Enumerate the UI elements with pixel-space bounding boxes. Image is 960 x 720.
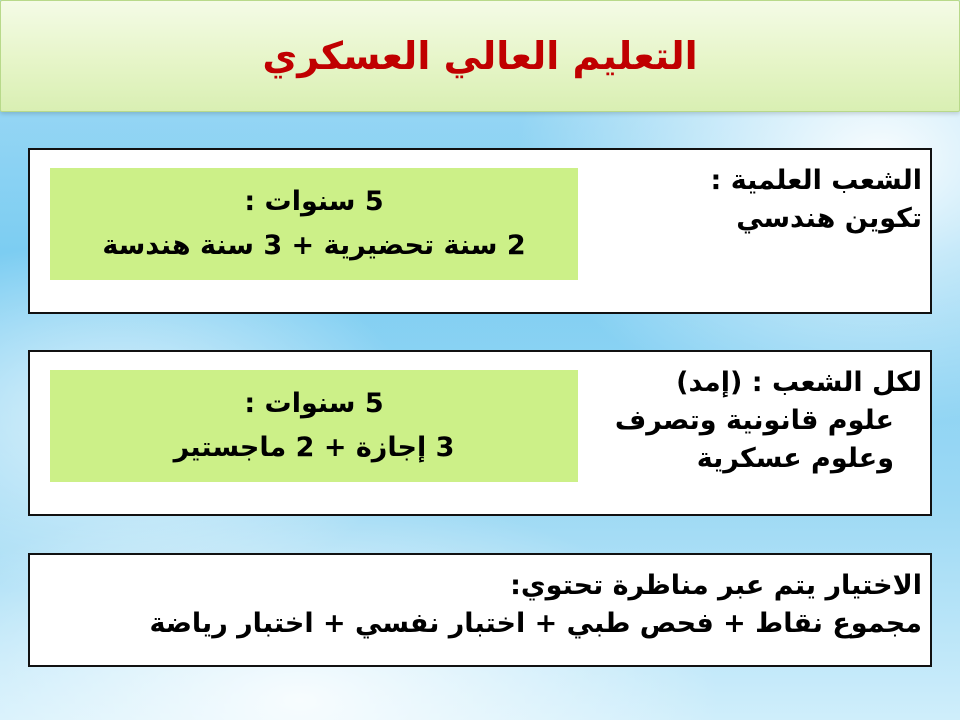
panel-all-branches-box-line2: 3 إجازة + 2 ماجستير <box>173 432 455 463</box>
panel-all-branches-label-line2: علوم قانونية وتصرف <box>614 405 894 436</box>
slide-title: التعليم العالي العسكري <box>262 34 698 78</box>
panel-engineering-box-line2: 2 سنة تحضيرية + 3 سنة هندسة <box>102 230 526 261</box>
panel-all-branches <box>28 350 932 516</box>
panel-selection-line1: الاختيار يتم عبر مناظرة تحتوي: <box>510 570 922 601</box>
title-bar <box>0 0 960 112</box>
panel-engineering-duration-box <box>50 168 578 280</box>
panel-engineering-label <box>711 162 922 238</box>
panel-selection-line2: مجموع نقاط + فحص طبي + اختبار نفسي + اختبار رياضة <box>149 608 922 639</box>
panel-all-branches-label <box>615 364 922 478</box>
panel-selection-text <box>149 567 922 643</box>
panel-all-branches-box-line1: 5 سنوات : <box>244 388 384 419</box>
panel-engineering <box>28 148 932 314</box>
panel-engineering-label-line1: الشعب العلمية : <box>710 165 922 196</box>
panel-selection <box>28 553 932 667</box>
panel-all-branches-label-line3: وعلوم عسكرية <box>696 443 894 474</box>
panel-all-branches-duration-box <box>50 370 578 482</box>
panel-engineering-box-line1: 5 سنوات : <box>244 186 384 217</box>
panel-all-branches-label-line1: لكل الشعب : (إمد) <box>676 367 922 398</box>
panel-engineering-label-line2: تكوين هندسي <box>736 203 922 234</box>
